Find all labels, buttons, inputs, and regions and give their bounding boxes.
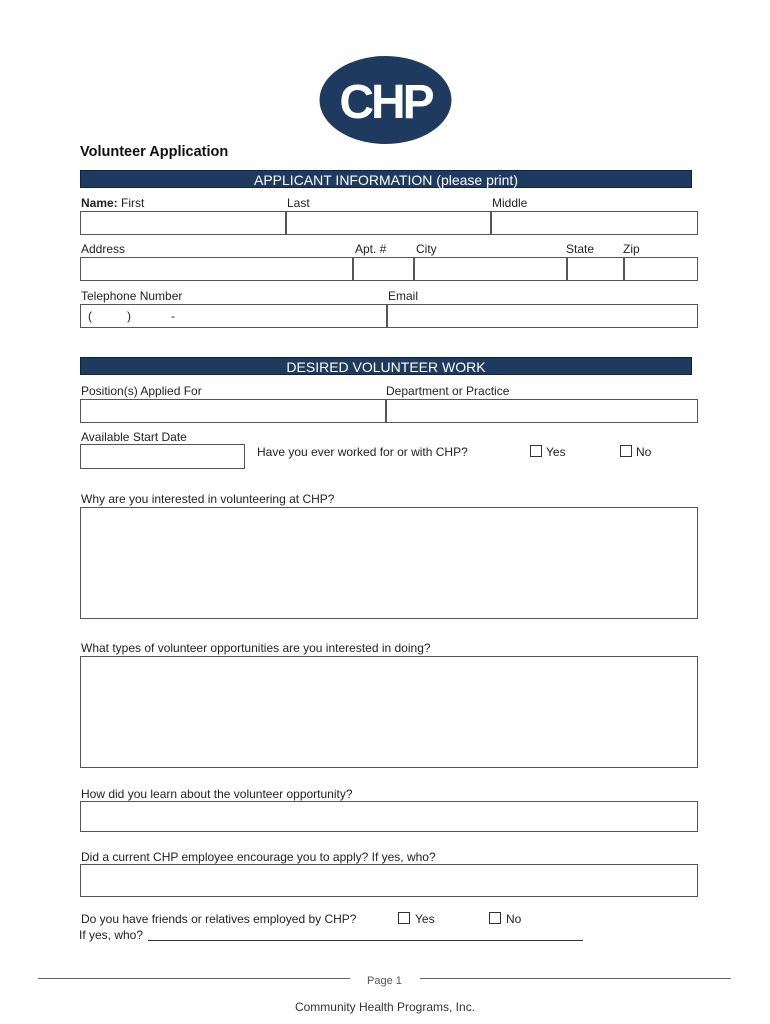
apt-label: Apt. # [355, 242, 387, 256]
positions-field[interactable] [80, 399, 386, 423]
friends-yes-checkbox[interactable] [398, 912, 410, 924]
footer-rule-left [38, 978, 350, 979]
phone-paren-open: ( [88, 309, 92, 323]
middle-name-field[interactable] [491, 211, 698, 235]
phone-dash: - [171, 309, 175, 323]
worked-question: Have you ever worked for or with CHP? [257, 445, 468, 459]
learn-question: How did you learn about the volunteer opportunity? [81, 787, 353, 801]
email-field[interactable] [387, 304, 698, 328]
department-field[interactable] [386, 399, 698, 423]
types-answer-field[interactable] [80, 656, 698, 768]
address-label: Address [81, 242, 126, 256]
zip-field[interactable] [624, 257, 698, 281]
encourage-answer-field[interactable] [80, 864, 698, 897]
applicant-section-header: APPLICANT INFORMATION (please print) [80, 170, 692, 188]
friends-no-label: No [506, 912, 522, 926]
name-label: Name: First [81, 196, 145, 210]
email-label: Email [388, 289, 419, 303]
zip-label: Zip [623, 242, 640, 256]
state-label: State [566, 242, 595, 256]
logo-text: CHP [339, 76, 432, 129]
phone-paren-close: ) [127, 309, 131, 323]
encourage-question: Did a current CHP employee encourage you to apply? If yes, who? [81, 850, 436, 864]
positions-label: Position(s) Applied For [81, 384, 202, 398]
page-number: Page 1 [367, 975, 402, 987]
worked-no-label: No [636, 445, 652, 459]
chp-logo [318, 55, 453, 145]
last-name-field[interactable] [286, 211, 491, 235]
worked-yes-label: Yes [546, 445, 566, 459]
address-field[interactable] [80, 257, 353, 281]
friends-yes-label: Yes [415, 912, 435, 926]
first-name-field[interactable] [80, 211, 286, 235]
friends-no-checkbox[interactable] [489, 912, 501, 924]
apt-field[interactable] [353, 257, 414, 281]
why-question: Why are you interested in volunteering at CHP? [81, 492, 335, 506]
desired-work-section-header: DESIRED VOLUNTEER WORK [80, 357, 692, 375]
learn-answer-field[interactable] [80, 801, 698, 832]
types-question: What types of volunteer opportunities are you interested in doing? [81, 641, 431, 655]
telephone-label: Telephone Number [81, 289, 183, 303]
organization-name: Community Health Programs, Inc. [294, 1000, 476, 1014]
friends-question: Do you have friends or relatives employed by CHP? [81, 912, 357, 926]
last-name-label: Last [287, 196, 310, 210]
department-label: Department or Practice [386, 384, 510, 398]
if-yes-who-line[interactable] [148, 940, 583, 941]
city-label: City [416, 242, 437, 256]
start-date-field[interactable] [80, 444, 245, 469]
worked-yes-checkbox[interactable] [530, 445, 542, 457]
start-date-label: Available Start Date [81, 430, 187, 444]
city-field[interactable] [414, 257, 567, 281]
if-yes-who-label: If yes, who? [79, 928, 144, 942]
middle-name-label: Middle [492, 196, 528, 210]
why-answer-field[interactable] [80, 507, 698, 619]
worked-no-checkbox[interactable] [620, 445, 632, 457]
footer-rule-right [420, 978, 731, 979]
page-title: Volunteer Application [80, 144, 229, 160]
telephone-field[interactable] [80, 304, 387, 328]
state-field[interactable] [567, 257, 624, 281]
